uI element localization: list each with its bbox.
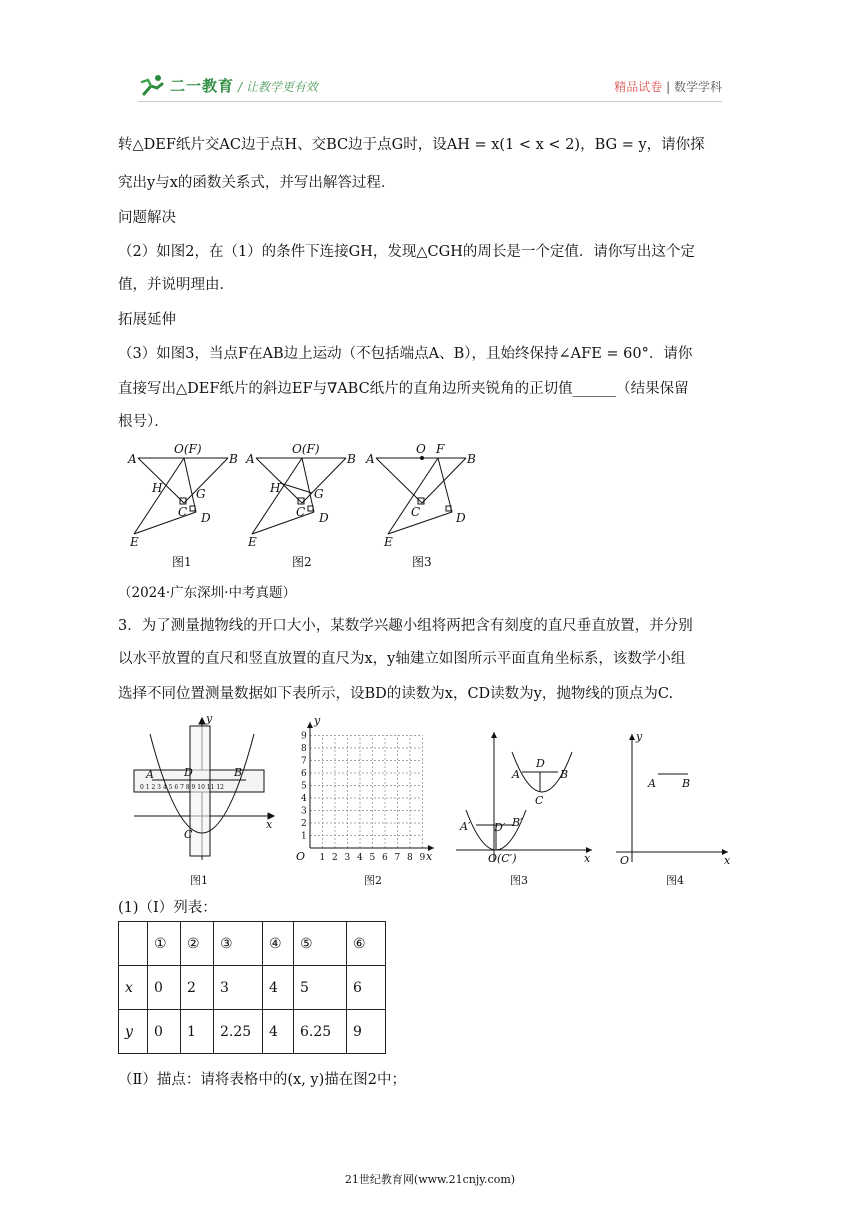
x-tick-label: 5	[369, 853, 376, 863]
table-cell: ⑥	[347, 922, 386, 966]
figure-caption: 图2	[364, 874, 382, 887]
table-cell: ②	[181, 922, 214, 966]
subject-tag: 数学学科	[673, 80, 722, 94]
triangle-figure-3	[376, 457, 466, 535]
paragraph-line: 值，并说明理由．	[118, 277, 234, 293]
figure-caption: 图3	[412, 555, 432, 569]
plot-instruction: （Ⅱ）描点：请将表格中的(x, y)描在图2中；	[118, 1072, 406, 1088]
y-tick-label: 4	[301, 794, 307, 804]
label-OF: O(F)	[174, 442, 202, 456]
axis-x-label: x	[584, 852, 591, 865]
label-H: H	[152, 481, 163, 495]
table-cell: 4	[263, 1010, 294, 1054]
origin-label: O	[296, 850, 306, 863]
exam-tag: 精品试卷	[614, 80, 663, 94]
label-F: F	[436, 442, 445, 456]
axis-x-label: x	[724, 854, 731, 867]
list-label: (1)（Ⅰ）列表：	[118, 900, 217, 916]
figure-caption: 图1	[172, 555, 192, 569]
page-footer: 21世纪教育网(www.21cnjy.com)	[344, 1173, 516, 1186]
label-D: D	[184, 766, 193, 779]
triangle-figure-1	[134, 458, 228, 534]
triangle-figures	[126, 438, 486, 573]
parabola-translate-figure	[456, 732, 592, 862]
figure-caption: 图3	[510, 874, 528, 887]
y-tick-label: 5	[301, 781, 307, 792]
y-tick-label: 3	[301, 806, 307, 817]
table-cell: ③	[214, 922, 263, 966]
table-cell: ⑤	[294, 922, 347, 966]
question-line: 以水平放置的直尺和竖直放置的直尺为x，y轴建立如图所示平面直角坐标系，该数学小组	[118, 651, 686, 667]
runner-logo-icon	[138, 74, 168, 98]
y-tick-label: 2	[301, 819, 307, 829]
label-A: A	[128, 452, 137, 466]
table-cell: 0	[148, 966, 181, 1010]
table-row	[119, 966, 386, 1010]
label-B2: B′	[512, 816, 523, 829]
header-tags	[614, 78, 722, 95]
paragraph-line: （2）如图2，在（1）的条件下连接GH，发现△CGH的周长是一个定值．请你写出这个定	[118, 244, 695, 260]
label-A: A	[648, 777, 656, 790]
label-B: B	[229, 452, 238, 466]
ruler-ticks: 0 1 2 3 4 5 6 7 8 9 10 11 12	[140, 784, 224, 791]
figure-caption: 图2	[292, 555, 312, 569]
paragraph-line: 究出y与x的函数关系式，并写出解答过程．	[118, 175, 396, 191]
parabola-figures	[126, 712, 736, 888]
brand-name: 二一教育	[170, 77, 235, 95]
empty-grid-figure	[310, 736, 423, 849]
origin-label: O	[620, 854, 630, 867]
header-divider	[138, 101, 722, 102]
table-cell: 0	[148, 1010, 181, 1054]
table-cell: x	[119, 966, 148, 1010]
table-cell: 5	[294, 966, 347, 1010]
label-E: E	[130, 535, 139, 549]
x-tick-label: 3	[344, 853, 351, 863]
x-tick-label: 6	[382, 853, 388, 863]
table-cell: 9	[347, 1010, 386, 1054]
axis-y-label: y	[314, 714, 321, 727]
table-cell: y	[119, 1010, 148, 1054]
y-tick-label: 1	[301, 831, 307, 842]
table-cell: 2	[181, 966, 214, 1010]
triangle-figure-2	[252, 458, 346, 534]
label-H: H	[270, 481, 281, 495]
table-cell: ④	[263, 922, 294, 966]
label-D: D	[456, 511, 466, 525]
label-B: B	[234, 766, 243, 779]
label-G: G	[196, 487, 206, 501]
brand-slogan: / 让教学更有效	[238, 80, 318, 94]
label-C: C	[535, 794, 544, 807]
tag-separator: |	[666, 80, 671, 94]
x-tick-label: 4	[357, 853, 363, 863]
label-A: A	[246, 452, 255, 466]
table-cell: 3	[214, 966, 263, 1010]
label-C: C	[178, 505, 188, 519]
section-heading: 问题解决	[118, 210, 176, 226]
label-B: B	[560, 768, 569, 781]
source-citation: （2024·广东深圳·中考真题）	[118, 585, 296, 601]
label-B: B	[467, 452, 476, 466]
data-table	[118, 921, 386, 1054]
x-tick-label: 9	[419, 853, 426, 863]
y-tick-label: 6	[301, 769, 307, 779]
y-tick-label: 7	[301, 756, 307, 767]
question-line: 选择不同位置测量数据如下表所示，设BD的读数为x，CD读数为y，抛物线的顶点为C.	[118, 686, 674, 702]
label-A2: A′	[460, 820, 471, 833]
section-heading: 拓展延伸	[118, 312, 176, 328]
blank-axes-figure	[616, 734, 728, 862]
label-E: E	[384, 535, 393, 549]
origin-c-label: O(C′)	[488, 852, 517, 865]
paragraph-line: 转△DEF纸片交AC边于点H、交BC边于点G时，设AH = x(1 < x < 2)，BG = y，请你探	[118, 137, 705, 153]
x-tick-label: 1	[319, 853, 326, 863]
paragraph-line: （3）如图3，当点F在AB边上运动（不包括端点A、B），且始终保持∠AFE = 60°．请你	[118, 346, 693, 362]
label-C: C	[411, 505, 421, 519]
question-line: 3．为了测量抛物线的开口大小，某数学兴趣小组将两把含有刻度的直尺垂直放置，并分别	[118, 618, 693, 634]
label-O: O	[416, 442, 426, 456]
label-B: B	[682, 777, 691, 790]
table-row	[119, 1010, 386, 1054]
table-cell: 2.25	[214, 1010, 263, 1054]
axis-y-label: y	[636, 730, 643, 743]
label-G: G	[314, 487, 324, 501]
y-tick-label: 8	[301, 744, 307, 754]
x-tick-label: 2	[332, 853, 338, 863]
label-D: D	[536, 757, 545, 770]
table-cell	[119, 922, 148, 966]
label-B: B	[347, 452, 356, 466]
figure-caption: 图1	[190, 874, 208, 887]
table-header-row	[119, 922, 386, 966]
table-cell: 1	[181, 1010, 214, 1054]
paragraph-line: 直接写出△DEF纸片的斜边EF与∇ABC纸片的直角边所夹锐角的正切值______（结果保留	[118, 381, 689, 397]
x-tick-label: 8	[407, 853, 413, 863]
table-cell: 6	[347, 966, 386, 1010]
label-A: A	[146, 768, 154, 781]
axis-y-label: y	[206, 712, 213, 725]
label-A: A	[512, 768, 520, 781]
label-OF: O(F)	[292, 442, 320, 456]
label-E: E	[248, 535, 257, 549]
figure-caption: 图4	[666, 874, 684, 887]
axis-x-label: x	[426, 850, 433, 863]
table-cell: 6.25	[294, 1010, 347, 1054]
label-D: D	[319, 511, 329, 525]
label-C: C	[296, 505, 306, 519]
label-C: C	[184, 828, 193, 841]
x-tick-label: 7	[394, 853, 401, 863]
label-D2: D′	[494, 821, 506, 834]
table-cell: ①	[148, 922, 181, 966]
table-cell: 4	[263, 966, 294, 1010]
label-A: A	[366, 452, 375, 466]
label-D: D	[201, 511, 211, 525]
y-tick-label: 9	[301, 731, 307, 742]
paragraph-line: 根号）．	[118, 414, 169, 430]
axis-x-label: x	[266, 818, 273, 831]
page-header	[138, 72, 722, 100]
